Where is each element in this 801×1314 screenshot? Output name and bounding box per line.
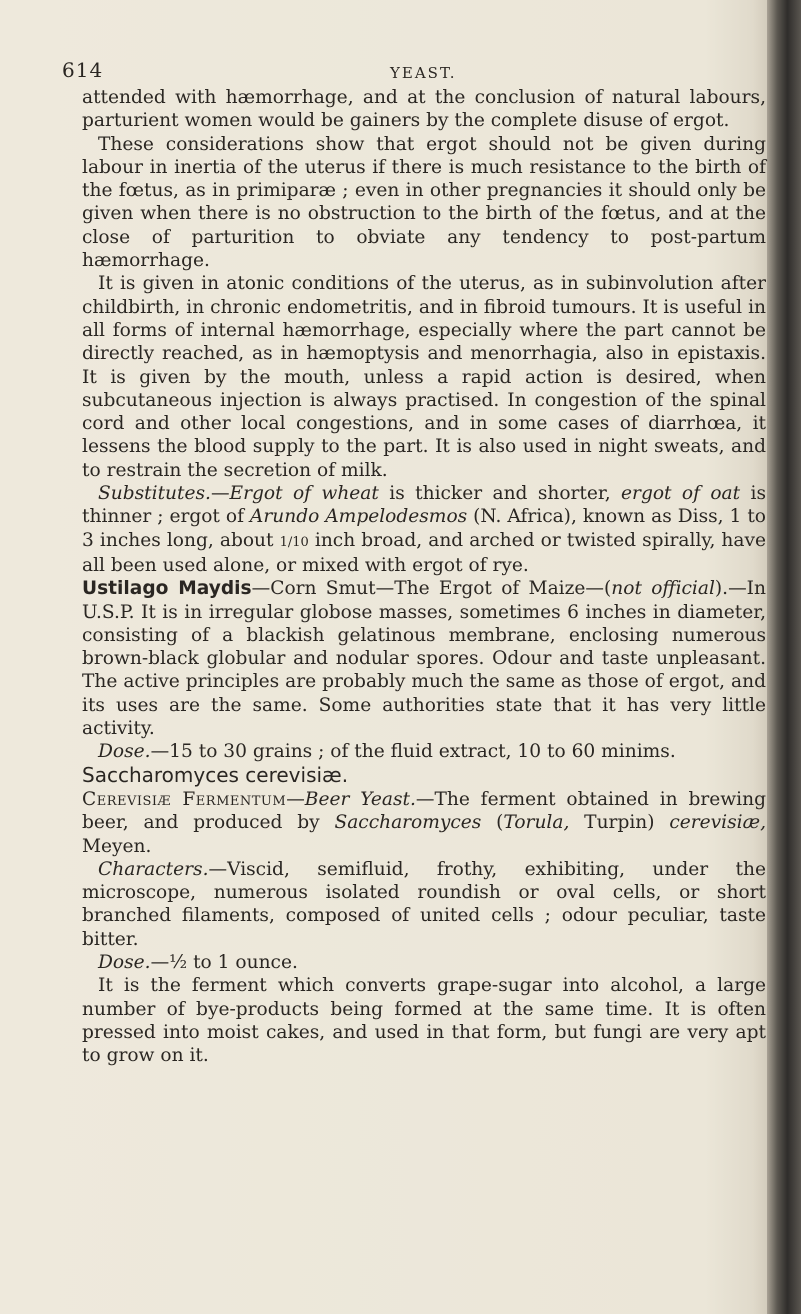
entry-cerevisiae-fermentum: Cerevisiæ Fermentum—Beer Yeast.—The ferment obtained in brewing beer, and produced by Saccharomyces (Torula, Turpin) cerevisiæ, Meyen. [82, 788, 766, 857]
body-text [82, 86, 766, 1067]
paragraph-ergot-considerations: These considerations show that ergot should not be given during labour in inertia of the uterus if there is much resistance to the birth of the fœtus, as in primiparæ ; even in other pregnancies it should only be given when there is no obstruction to the birth of the fœtus, and at the close of parturition to obviate any tendency to post-partum hæmorrhage. [82, 133, 766, 272]
paragraph-yeast-ferment: It is the ferment which converts grape-sugar into alcohol, a large number of bye-products being formed at the same time. It is often pressed into moist cakes, and used in that form, but fungi are very apt to grow on it. [82, 975, 766, 1067]
paragraph-dose-ustilago: Dose.—15 to 30 grains ; of the fluid extract, 10 to 60 minims. [98, 741, 676, 763]
running-title: YEAST. [390, 64, 457, 82]
paragraph-substitutes: Substitutes.—Ergot of wheat is thicker and shorter, ergot of oat is thinner ; ergot of Arundo Ampelodesmos (N. Africa), known as Diss, 1 to 3 inches long, about 1/10 inch broad, and arched or twisted spirally, have all been used alone, or mixed with ergot of rye. [82, 483, 767, 576]
page-number: 614 [62, 58, 104, 82]
paragraph-dose-yeast: Dose.—½ to 1 ounce. [98, 951, 298, 973]
paragraph-continuation: attended with hæmorrhage, and at the conclusion of natural labours, parturient women would be gainers by the complete disuse of ergot. [82, 87, 766, 132]
paragraph-characters: Characters.—Viscid, semifluid, frothy, exhibiting, under the microscope, numerous isolated roundish or oval cells, or short branched filaments, composed of united cells ; odour peculiar, taste bitter. [82, 858, 766, 950]
entry-ustilago-maydis: Ustilago Maydis—Corn Smut—The Ergot of Maize—(not official).—In U.S.P. It is in irregular globose masses, sometimes 6 inches in diameter, consisting of a blackish gelatinous membrane, enclosing numerous brown-black globular and nodular spores. Odour and taste unpleasant. The active principles are probably much the same as those of ergot, and its uses are the same. Some authorities state that it has very little activity. [82, 578, 767, 740]
paragraph-ergot-uses: It is given in atonic conditions of the uterus, as in subinvolution after childbirth, in chronic endometritis, and in fibroid tumours. It is useful in all forms of internal hæmorrhage, especially where the part cannot be directly reached, as in hæmoptysis and menorrhagia, also in epistaxis. It is given by the mouth, unless a rapid action is desired, when subcutaneous injection is always practised. In congestion of the spinal cord and other local congestions, and in some cases of diarrhœa, it lessens the blood supply to the part. It is also used in night sweats, and to restrain the secretion of milk. [82, 273, 766, 481]
entry-heading: Ustilago Maydis [82, 578, 252, 600]
fraction: 1/10 [279, 534, 309, 550]
section-heading-saccharomyces: Saccharomyces cerevisiæ. [82, 762, 349, 787]
page-header [0, 58, 801, 86]
page-edge-shadow [767, 0, 801, 1314]
